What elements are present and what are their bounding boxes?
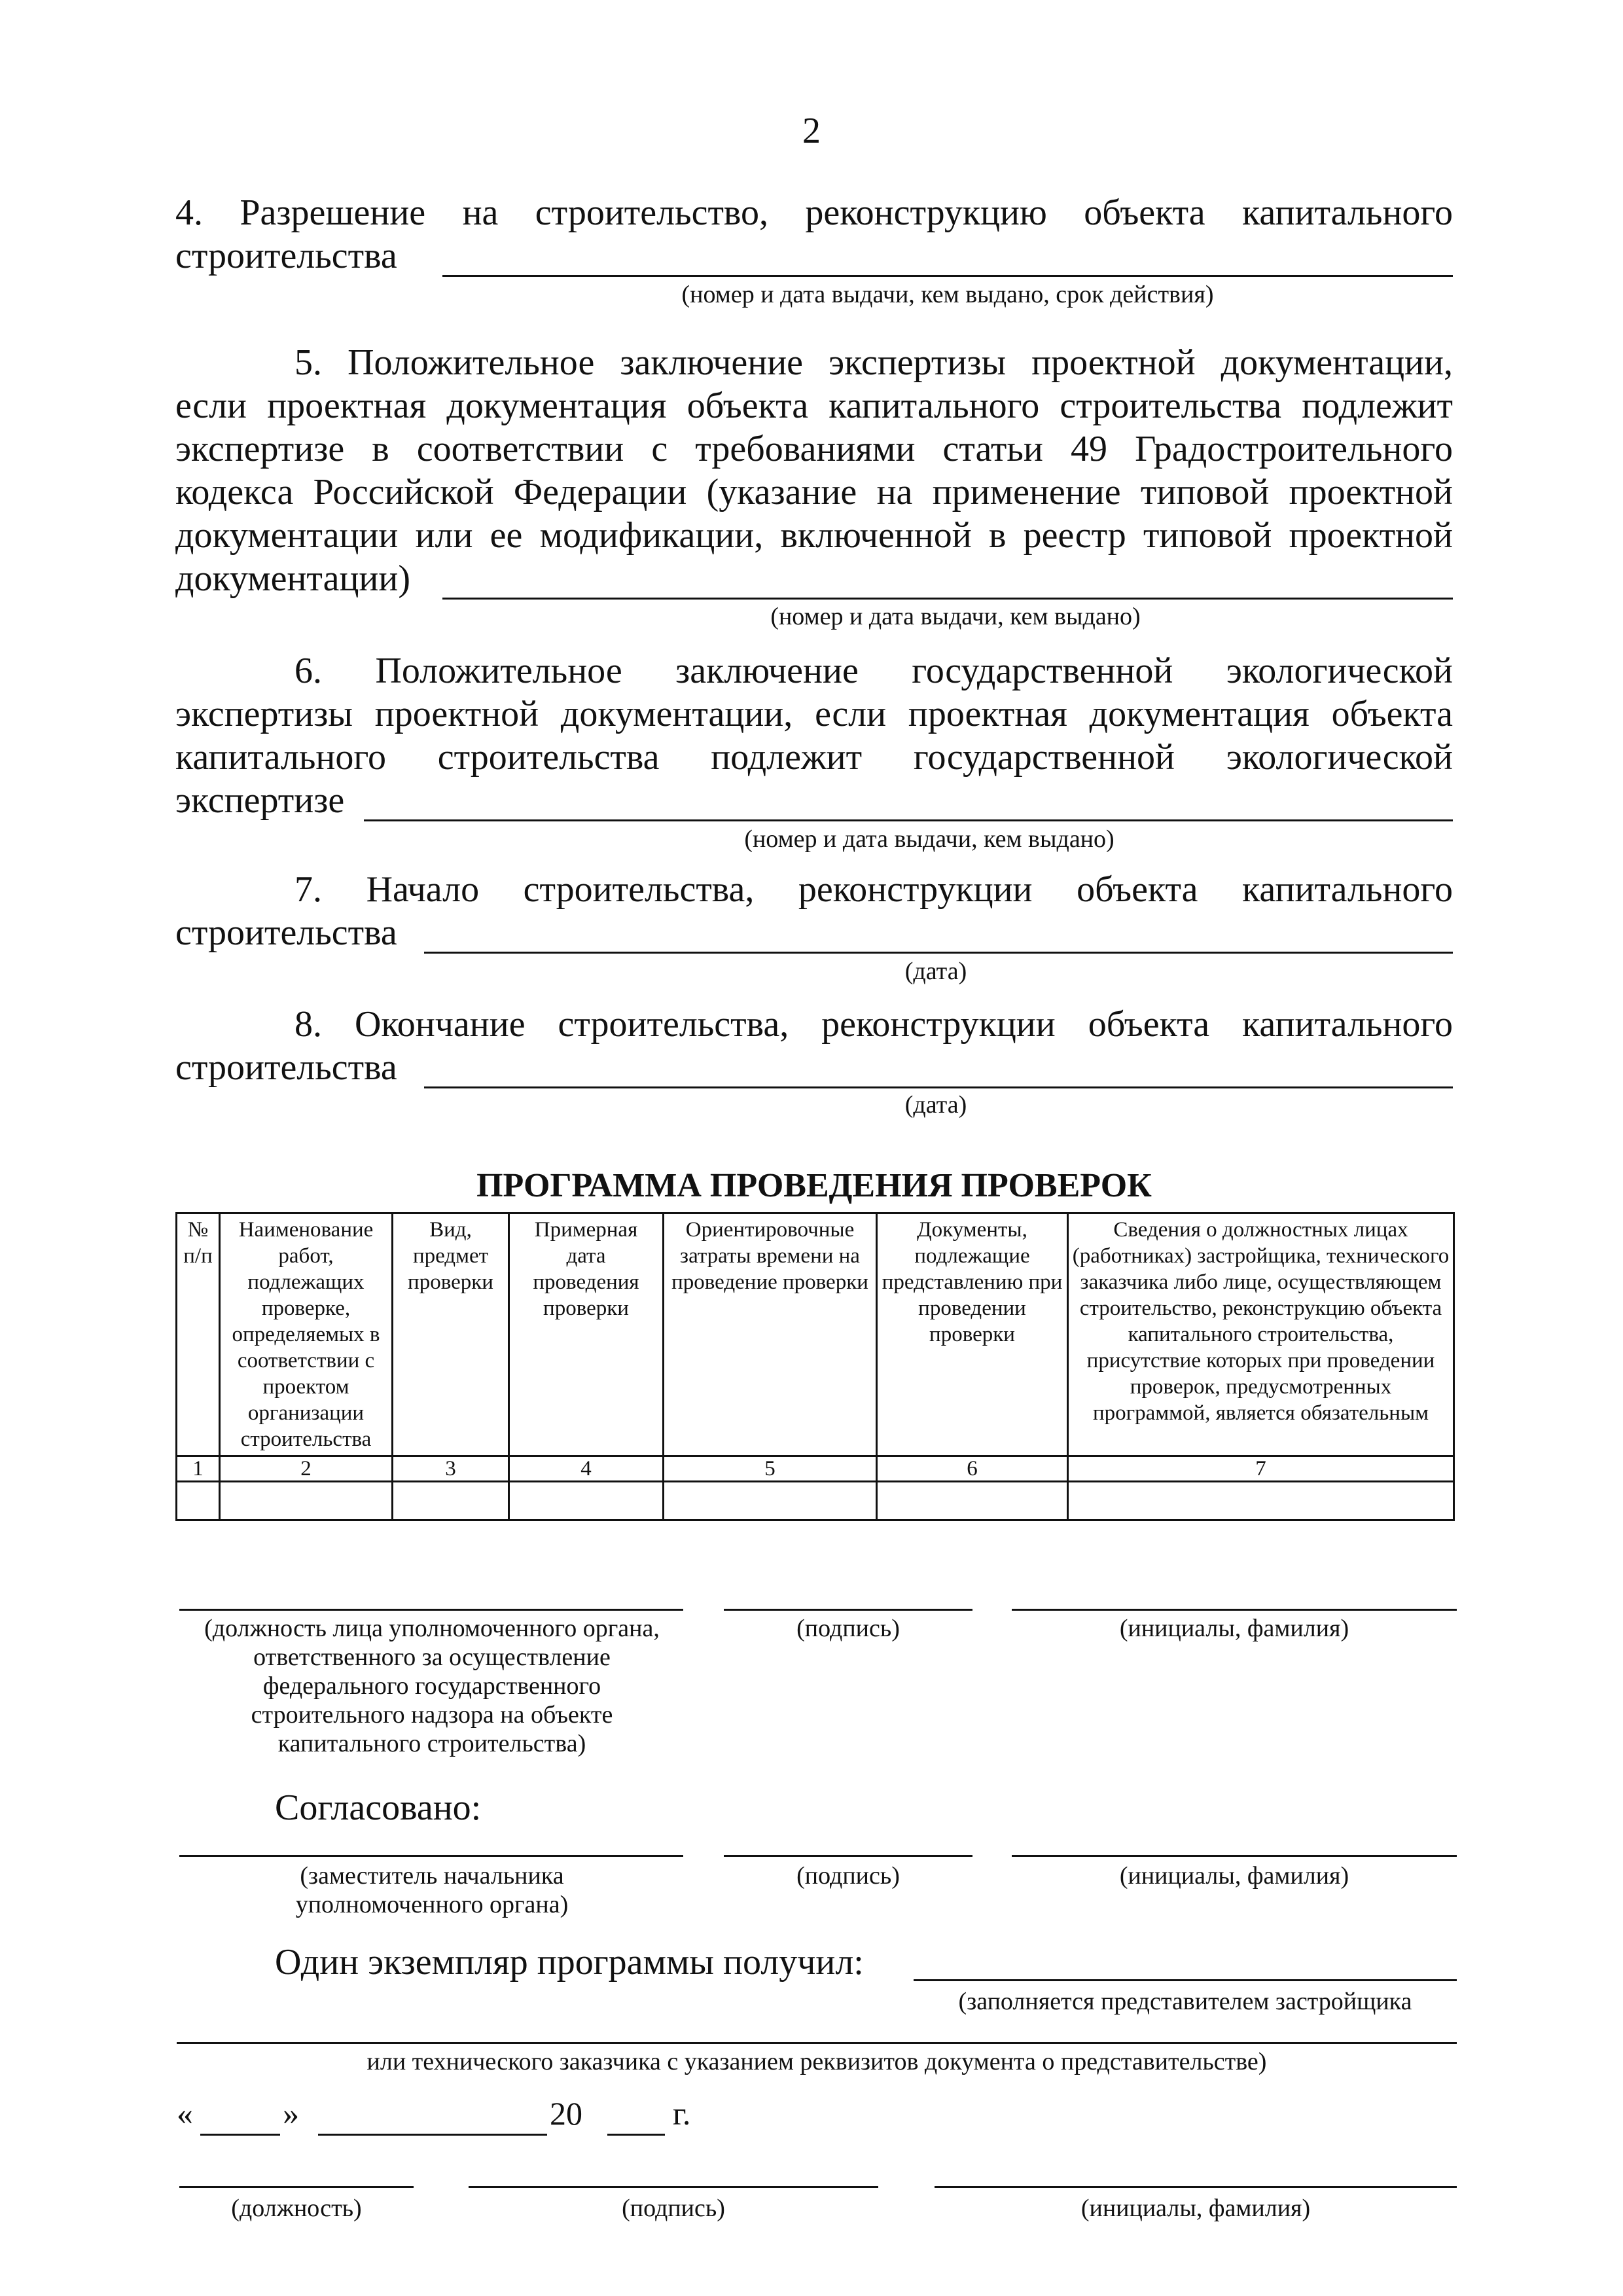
program-title: ПРОГРАММА ПРОВЕДЕНИЯ ПРОВЕРОК bbox=[476, 1167, 1152, 1204]
item-7-line-1: 7. Начало строительства, реконструкции объекта капитального bbox=[294, 869, 1453, 910]
date-year-line[interactable] bbox=[607, 2134, 665, 2136]
filled-by-caption-2: или технического заказчика с указанием реквизитов документа о представительстве) bbox=[366, 2048, 1267, 2075]
filled-by-caption-1: (заполняется представителем застройщика bbox=[958, 1988, 1412, 2015]
column-number: 5 bbox=[664, 1456, 877, 1482]
deputy-signature-line[interactable] bbox=[724, 1855, 972, 1857]
header-cell-date: Примерная дата проведения проверки bbox=[509, 1213, 664, 1456]
deputy-position-line[interactable] bbox=[179, 1855, 683, 1857]
header-cell-documents: Документы, подлежащие представлению при проведении проверки bbox=[877, 1213, 1068, 1456]
column-number: 6 bbox=[877, 1456, 1068, 1482]
item-7-lead: строительства bbox=[175, 912, 397, 953]
column-number: 4 bbox=[509, 1456, 664, 1482]
date-close-quote: » bbox=[283, 2095, 299, 2132]
item-7-fill-line[interactable] bbox=[424, 952, 1453, 954]
item-6-fill-line[interactable] bbox=[364, 819, 1453, 821]
program-table bbox=[175, 1212, 1455, 1521]
table-cell[interactable] bbox=[877, 1482, 1068, 1520]
deputy-signature-caption: (подпись) bbox=[796, 1862, 900, 1890]
column-number: 3 bbox=[393, 1456, 509, 1482]
item-6-lead: экспертизе bbox=[175, 780, 345, 821]
official-initials-caption: (инициалы, фамилия) bbox=[1119, 1615, 1349, 1642]
deputy-position-caption: (заместитель начальника уполномоченного органа) bbox=[295, 1862, 569, 1918]
item-6-line-3: капитального строительства подлежит государственной экологической bbox=[175, 737, 1453, 778]
recipient-position-caption: (должность) bbox=[231, 2195, 362, 2222]
page-number: 2 bbox=[802, 111, 821, 151]
table-cell[interactable] bbox=[509, 1482, 664, 1520]
official-initials-line[interactable] bbox=[1012, 1609, 1457, 1611]
header-cell-type: Вид, предмет проверки bbox=[393, 1213, 509, 1456]
recipient-position-line[interactable] bbox=[179, 2186, 414, 2188]
table-cell[interactable] bbox=[664, 1482, 877, 1520]
recipient-signature-caption: (подпись) bbox=[622, 2195, 725, 2222]
header-cell-works: Наименование работ, подлежащих проверке, определяемых в соответствии с проектом организации строительства bbox=[220, 1213, 393, 1456]
item-5-line-4: кодекса Российской Федерации (указание на применение типовой проектной bbox=[175, 472, 1453, 512]
date-year-prefix: 20 bbox=[550, 2095, 582, 2132]
deputy-initials-caption: (инициалы, фамилия) bbox=[1119, 1862, 1349, 1890]
item-4-caption: (номер и дата выдачи, кем выдано, срок действия) bbox=[681, 281, 1214, 308]
date-day-line[interactable] bbox=[200, 2134, 280, 2136]
table-cell[interactable] bbox=[177, 1482, 220, 1520]
item-8-lead: строительства bbox=[175, 1047, 397, 1088]
item-4-line-1: 4. Разрешение на строительство, реконструкцию объекта капитального bbox=[175, 192, 1453, 233]
agreed-label: Согласовано: bbox=[275, 1787, 482, 1828]
item-8-caption: (дата) bbox=[904, 1091, 967, 1119]
item-5-line-1: 5. Положительное заключение экспертизы проектной документации, bbox=[294, 342, 1453, 383]
table-row bbox=[177, 1482, 1454, 1520]
item-5-line-3: экспертизе в соответствии с требованиями статьи 49 Градостроительного bbox=[175, 429, 1453, 469]
header-cell-persons: Сведения о должностных лицах (работниках) застройщика, технического заказчика либо лице, осуществляющем строительство, реконструкцию объекта капитального строительства, присутствие которых при проведении проверок, предусмотренных программой, является обязательным bbox=[1068, 1213, 1454, 1456]
copy-received-line[interactable] bbox=[914, 1979, 1457, 1981]
item-5-line-5: документации или ее модификации, включенной в реестр типовой проектной bbox=[175, 515, 1453, 556]
item-7-caption: (дата) bbox=[904, 958, 967, 985]
recipient-initials-caption: (инициалы, фамилия) bbox=[1080, 2195, 1311, 2222]
item-5-fill-line[interactable] bbox=[442, 598, 1453, 600]
official-signature-line[interactable] bbox=[724, 1609, 972, 1611]
copy-received-label: Один экземпляр программы получил: bbox=[275, 1942, 864, 1982]
header-cell-time: Ориентировочные затраты времени на проведение проверки bbox=[664, 1213, 877, 1456]
table-cell[interactable] bbox=[1068, 1482, 1454, 1520]
item-4-lead: строительства bbox=[175, 236, 397, 276]
item-5-lead: документации) bbox=[175, 558, 410, 599]
header-cell-number: № п/п bbox=[177, 1213, 220, 1456]
recipient-signature-line[interactable] bbox=[469, 2186, 878, 2188]
official-position-line[interactable] bbox=[179, 1609, 683, 1611]
recipient-initials-line[interactable] bbox=[935, 2186, 1457, 2188]
table-cell[interactable] bbox=[220, 1482, 393, 1520]
date-open-quote: « bbox=[177, 2095, 193, 2132]
copy-received-line-2[interactable] bbox=[177, 2042, 1457, 2044]
item-6-line-1: 6. Положительное заключение государственной экологической bbox=[294, 651, 1453, 691]
official-signature-caption: (подпись) bbox=[796, 1615, 900, 1642]
column-number: 1 bbox=[177, 1456, 220, 1482]
date-year-suffix: г. bbox=[673, 2095, 691, 2132]
item-6-line-2: экспертизы проектной документации, если проектная документация объекта bbox=[175, 694, 1453, 734]
column-number: 2 bbox=[220, 1456, 393, 1482]
item-8-line-1: 8. Окончание строительства, реконструкции объекта капитального bbox=[294, 1004, 1453, 1045]
item-4-fill-line[interactable] bbox=[442, 275, 1453, 277]
column-number: 7 bbox=[1068, 1456, 1454, 1482]
deputy-initials-line[interactable] bbox=[1012, 1855, 1457, 1857]
table-header-row bbox=[177, 1213, 1454, 1456]
item-5-line-2: если проектная документация объекта капитального строительства подлежит bbox=[175, 386, 1453, 426]
table-cell[interactable] bbox=[393, 1482, 509, 1520]
item-5-caption: (номер и дата выдачи, кем выдано) bbox=[770, 603, 1141, 630]
official-position-caption: (должность лица уполномоченного органа, ответственного за осуществление федерального государственного строительного надзора на объекте капитального строительства) bbox=[204, 1615, 660, 1757]
item-8-fill-line[interactable] bbox=[424, 1086, 1453, 1088]
date-month-line[interactable] bbox=[318, 2134, 547, 2136]
table-numbers-row bbox=[177, 1456, 1454, 1482]
item-6-caption: (номер и дата выдачи, кем выдано) bbox=[744, 825, 1115, 853]
